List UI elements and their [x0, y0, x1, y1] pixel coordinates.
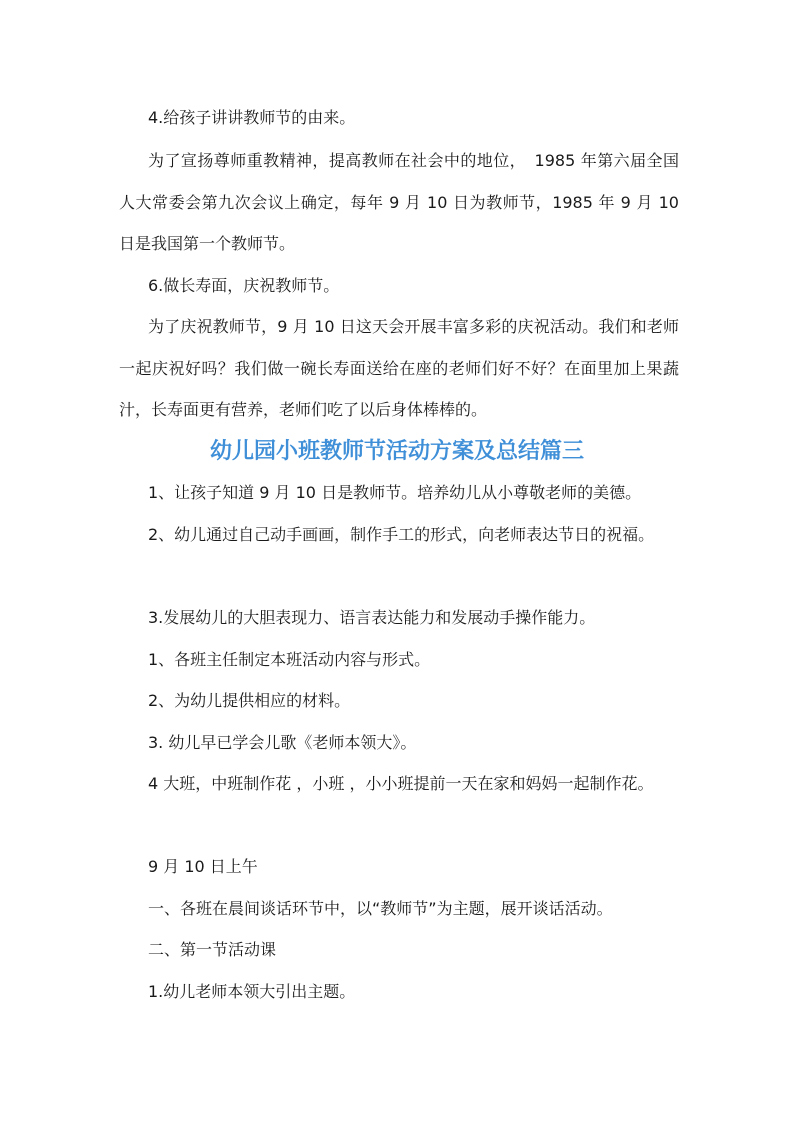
paragraph: 1.幼儿老师本领大引出主题。: [148, 982, 356, 1001]
paragraph: 二、第一节活动课: [148, 940, 277, 959]
paragraph: 3. 幼儿早已学会儿歌《老师本领大》。: [148, 733, 417, 752]
paragraph: 为了宣扬尊师重教精神，提高教师在社会中的地位， 1985 年第六届全国人大常委会第九次会议上确定，每年 9 月 10 日为教师节，1985 年 9 月 10 日是我国第一个教师节。: [119, 151, 679, 253]
paragraph: 2、幼儿通过自己动手画画，制作手工的形式，向老师表达节日的祝福。: [148, 525, 655, 544]
paragraph: 为了庆祝教师节，9 月 10 日这天会开展丰富多彩的庆祝活动。我们和老师一起庆祝好吗？我们做一碗长寿面送给在座的老师们好不好？在面里加上果蔬汁，长寿面更有营养，老师们吃了以后身体棒棒的。: [119, 317, 679, 419]
paragraph: 6.做长寿面，庆祝教师节。: [148, 276, 340, 295]
paragraph: 4 大班，中班制作花 ，小班 ，小小班提前一天在家和妈妈一起制作花。: [148, 774, 654, 793]
paragraph: 一、各班在晨间谈话环节中，以“教师节”为主题，展开谈话活动。: [148, 899, 613, 918]
paragraph: 2、为幼儿提供相应的材料。: [148, 691, 351, 710]
paragraph: 4.给孩子讲讲教师节的由来。: [148, 108, 356, 127]
paragraph: 9 月 10 日上午: [148, 857, 258, 876]
paragraph: 1、各班主任制定本班活动内容与形式。: [148, 650, 431, 669]
paragraph: 3.发展幼儿的大胆表现力、语言表达能力和发展动手操作能力。: [148, 608, 596, 627]
section-heading: 幼儿园小班教师节活动方案及总结篇三: [209, 439, 584, 464]
paragraph: 1、让孩子知道 9 月 10 日是教师节。培养幼儿从小尊敬老师的美德。: [148, 483, 642, 502]
